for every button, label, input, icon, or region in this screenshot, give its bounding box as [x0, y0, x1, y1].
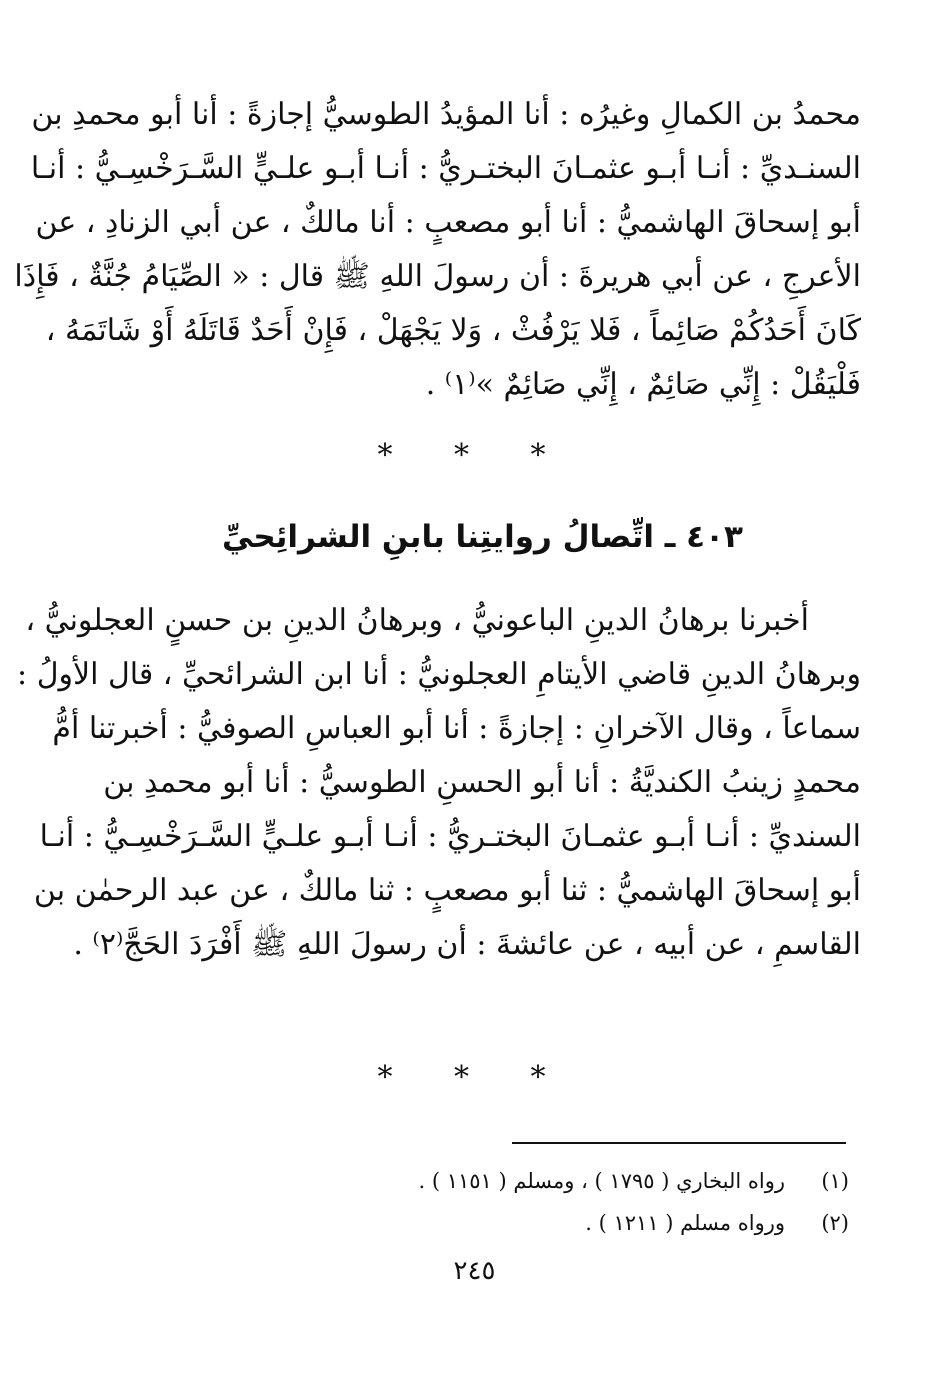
paragraph-hadith-fasting: [14, 88, 861, 412]
footnote-text: ورواه مسلم ( ١٢١١ ) .: [585, 1211, 785, 1235]
footnote-item: [104, 1202, 849, 1244]
text-line: القاسمِ ، عن أبيه ، عن عائشةَ : أن رسولَ اللهِ ﷺ أَفْرَدَ الحَجَّ⁽٢⁾ .: [73, 927, 861, 962]
section-separator: * * *: [377, 438, 572, 473]
footnote-text: رواه البخاري ( ١٧٩٥ ) ، ومسلم ( ١١٥١ ) .: [418, 1169, 785, 1193]
text-line: السنـديِّ : أنـا أبـو عثمـانَ البختـريُّ : أنـا أبـو علـيٍّ السَّـرَخْسِـيُّ : أنـا: [30, 151, 861, 186]
footnote-item: [104, 1160, 849, 1202]
text-line: الأعرجِ ، عن أبي هريرةَ : أن رسولَ اللهِ ﷺ قال : « الصِّيَامُ جُنَّةٌ ، فَإِذَا: [14, 259, 861, 294]
footnotes: [104, 1160, 849, 1244]
text-line: وبرهانُ الدينِ قاضي الأيتامِ العجلونيُّ : أنا ابن الشرائحيِّ ، قال الأولُ :: [17, 657, 861, 692]
section-heading: ٤٠٣ ـ اتِّصالُ روايتِنا بابنِ الشرائِحيِّ: [222, 519, 743, 555]
text-line: فَلْيَقُلْ : إِنِّي صَائِمٌ ، إِنِّي صَائِمٌ »⁽١⁾ .: [425, 367, 861, 402]
text-line: السنديِّ : أنـا أبـو عثمـانَ البختـريُّ : أنـا أبـو علـيٍّ السَّـرَخْسِـيُّ : أنـا: [39, 819, 861, 854]
text-line: كَانَ أَحَدُكُمْ صَائِماً ، فَلا يَرْفُثْ ، وَلا يَجْهَلْ ، فَإِنْ أَحَدٌ قَاتَلَهُ أَوْ شَاتَمَهُ ،: [45, 313, 861, 348]
footnote-divider: [512, 1142, 846, 1144]
text-line: محمدٍ زينبُ الكنديَّةُ : أنا أبو الحسنِ الطوسيُّ : أنا أبو محمدِ بن: [103, 765, 861, 800]
section-separator: * * *: [377, 1060, 572, 1095]
footnote-number: (١): [821, 1169, 849, 1193]
footnote-number: (٢): [821, 1211, 849, 1235]
text-line: أبو إسحاقَ الهاشميُّ : ثنا أبو مصعبٍ : ثنا مالكٌ ، عن عبد الرحمٰن بن: [33, 873, 861, 908]
page-number: ٢٤٥: [453, 1256, 496, 1286]
text-line: سماعاً ، وقال الآخرانِ : إجازةً : أنا أبو العباسِ الصوفيُّ : أخبرتنا أمُّ: [52, 711, 861, 746]
text-line: محمدُ بن الكمالِ وغيرُه : أنا المؤيدُ الطوسيُّ إجازةً : أنا أبو محمدِ بن: [31, 97, 861, 132]
paragraph-isnad: [17, 594, 861, 972]
text-line: أخبرنا برهانُ الدينِ الباعونيُّ ، وبرهانُ الدينِ بن حسنٍ العجلونيُّ ،: [25, 603, 809, 638]
text-line: أبو إسحاقَ الهاشميُّ : أنا أبو مصعبٍ : أنا مالكٌ ، عن أبي الزنادِ ، عن: [35, 205, 861, 240]
